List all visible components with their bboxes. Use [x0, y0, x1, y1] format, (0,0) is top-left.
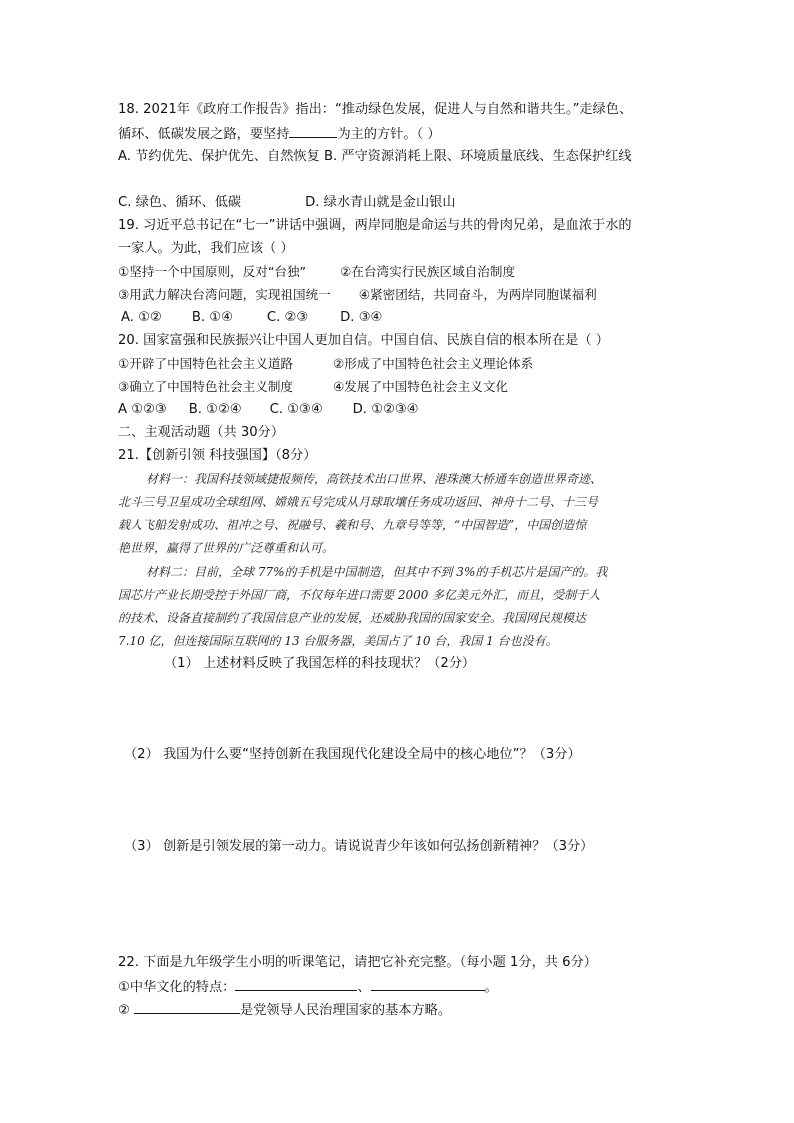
q18-stem-post: 为主的方针。（ ） [337, 127, 441, 142]
q20-stem: 20. 国家富强和民族振兴让中国人更加自信。中国自信、民族自信的根本所在是（ ） [118, 333, 609, 348]
q21-material1-line3: 载人飞船发射成功、祖冲之号、祝融号、羲和号、九章号等等，“中国智造”，中国创造惊 [118, 518, 587, 532]
q21-material1-line1: 材料一：我国科技领域捷报频传，高铁技术出口世界、港珠澳大桥通车创造世界奇迹、 [146, 472, 603, 486]
q22-blank-2[interactable] [371, 977, 485, 991]
section-2-heading: 二、主观活动题（共 30分） [118, 425, 285, 440]
q19-option-b: B. ①④ [191, 310, 233, 325]
q19-item-2: ②在台湾实行民族区域自治制度 [340, 264, 516, 279]
q19-option-d: D. ③④ [340, 310, 383, 325]
q18-blank[interactable] [289, 124, 337, 138]
q21-material2-line3: 的技术、设备直接制约了我国信息产业的发展，还威胁我国的国家安全。我国网民规模达 [118, 611, 587, 625]
q22-blank-3[interactable] [134, 1000, 240, 1014]
q20-items-row2 [118, 378, 508, 396]
q21-material2-line4: 7.10 亿，但连接国际互联网的 13 台服务器，美国占了 10 台，我国 1 台也没有。 [118, 634, 558, 648]
q20-items-row1 [118, 355, 533, 373]
q21-sub1: （1） 上述材料反映了我国怎样的科技现状？（2分） [164, 656, 476, 671]
q18-stem-line1: 18. 2021年《政府工作报告》指出：“推动绿色发展，促进人与自然和谐共生。”走绿色、 [118, 102, 633, 117]
q19-option-a: A. ①② [121, 310, 162, 325]
q19-item-4: ④紧密团结，共同奋斗，为两岸同胞谋福利 [358, 287, 597, 302]
q20-option-b: B. ①②④ [188, 402, 242, 417]
q22-item2-label: ② [118, 1003, 135, 1018]
q21-material2-line2: 国芯片产业长期受控于外国厂商，不仅每年进口需要 2000 多亿美元外汇，而且，受制于人 [118, 588, 601, 602]
q22-item2 [118, 1000, 451, 1020]
q22-blank-1[interactable] [235, 977, 357, 991]
q20-options [118, 401, 418, 419]
q21-material1-line2: 北斗三号卫星成功全球组网、嫦娥五号完成从月球取壤任务成功返回、神舟十二号、十三号 [118, 495, 599, 509]
q22-item1 [118, 977, 498, 997]
q18-stem-pre: 循环、低碳发展之路，要坚持 [118, 127, 290, 142]
q18-options-cd [118, 194, 456, 212]
q19-item-3: ③用武力解决台湾问题，实现祖国统一 [118, 287, 331, 302]
q19-option-c: C. ②③ [266, 310, 309, 325]
q19-items-row2 [118, 286, 597, 304]
q21-material2-line1: 材料二：目前，全球 77%的手机是中国制造，但其中不到 3%的手机芯片是国产的。我 [146, 565, 608, 579]
q21-title: 21.【创新引领 科技强国】（8分） [118, 448, 317, 463]
q21-sub2: （2） 我国为什么要“坚持创新在我国现代化建设全局中的核心地位”？（3分） [124, 747, 581, 762]
q19-stem-line2: 一家人。为此，我们应该（ ） [118, 241, 294, 256]
q19-item-1: ①坚持一个中国原则，反对“台独” [118, 264, 307, 279]
q19-stem-line1: 19. 习近平总书记在“七一”讲话中强调，两岸同胞是命运与共的骨肉兄弟，是血浓于水的 [118, 218, 632, 233]
q22-item1-label: ①中华文化的特点： [118, 980, 236, 995]
q21-material1-line4: 艳世界，赢得了世界的广泛尊重和认可。 [118, 541, 335, 555]
q22-item2-text: 是党领导人民治理国家的基本方略。 [240, 1003, 452, 1018]
q20-item-1: ①开辟了中国特色社会主义道路 [118, 356, 294, 371]
q22-stem: 22. 下面是九年级学生小明的听课笔记，请把它补充完整。（每小题 1分，共 6分） [118, 955, 597, 970]
q22-item1-sep: 、 [357, 980, 371, 995]
q19-options [121, 309, 382, 327]
q18-option-d: D. 绿水青山就是金山银山 [305, 195, 456, 210]
q20-option-c: C. ①③④ [269, 402, 323, 417]
q21-sub3: （3） 创新是引领发展的第一动力。请说说青少年该如何弘扬创新精神？（3分） [124, 839, 594, 854]
q18-option-c: C. 绿色、循环、低碳 [118, 195, 242, 210]
q18-options-ab: A. 节约优先、保护优先、自然恢复 B. 严守资源消耗上限、环境质量底线、生态保护红线 [118, 149, 632, 164]
q20-option-a: A ①②③ [118, 402, 167, 417]
q20-option-d: D. ①②③④ [352, 402, 419, 417]
q18-stem-line2 [118, 124, 441, 144]
q20-item-3: ③确立了中国特色社会主义制度 [118, 379, 294, 394]
q20-item-4: ④发展了中国特色社会主义文化 [333, 379, 509, 394]
q20-item-2: ②形成了中国特色社会主义理论体系 [333, 356, 534, 371]
q19-items-row1 [118, 263, 515, 281]
q22-item1-end: 。 [484, 980, 498, 995]
